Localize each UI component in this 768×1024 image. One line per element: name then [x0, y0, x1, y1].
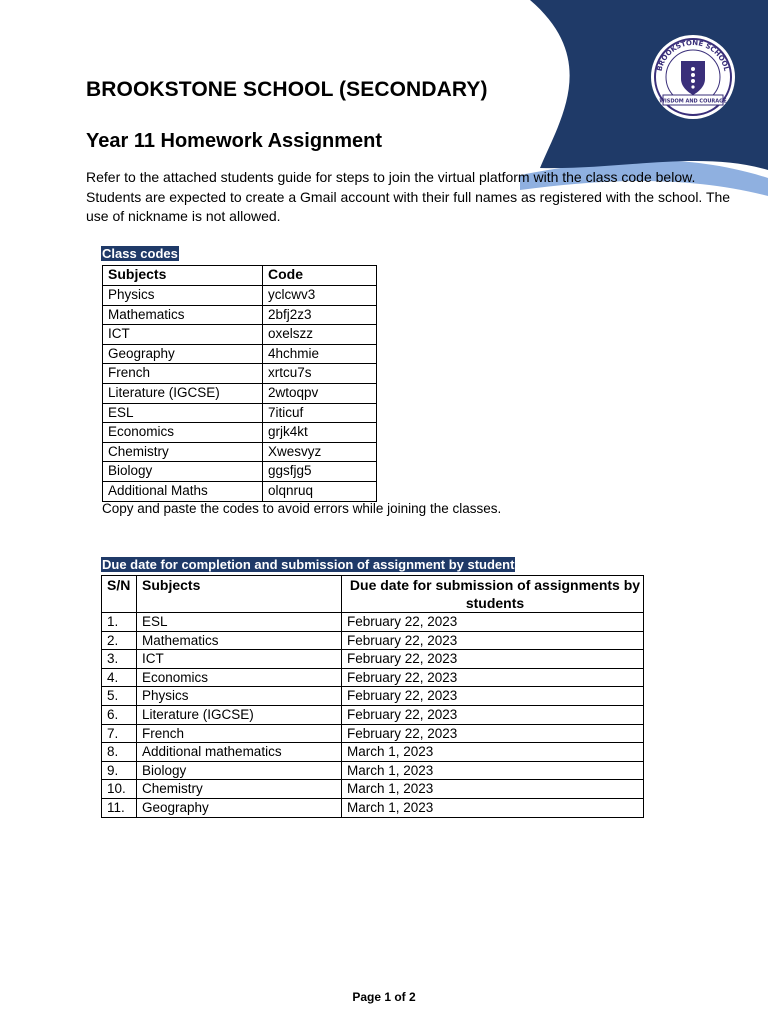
- table-cell: Physics: [103, 286, 263, 306]
- table-cell: February 22, 2023: [342, 650, 644, 669]
- table-header-row: [102, 576, 644, 613]
- table-row: [103, 325, 377, 345]
- column-header: Code: [263, 266, 377, 286]
- table-cell: Biology: [137, 761, 342, 780]
- table-row: [102, 613, 644, 632]
- table-row: [102, 705, 644, 724]
- table-row: [102, 650, 644, 669]
- column-header: Subjects: [137, 576, 342, 613]
- table-row: [103, 305, 377, 325]
- table-row: [103, 403, 377, 423]
- table-cell: 5.: [102, 687, 137, 706]
- table-cell: 4hchmie: [263, 344, 377, 364]
- table-cell: olqnruq: [263, 481, 377, 501]
- table-cell: xrtcu7s: [263, 364, 377, 384]
- table-row: [102, 798, 644, 817]
- due-dates-label: Due date for completion and submission of assignment by student: [102, 557, 515, 572]
- column-header: S/N: [102, 576, 137, 613]
- table-cell: March 1, 2023: [342, 761, 644, 780]
- table-cell: Xwesvyz: [263, 442, 377, 462]
- table-cell: 11.: [102, 798, 137, 817]
- table-row: [103, 344, 377, 364]
- school-title: BROOKSTONE SCHOOL (SECONDARY): [86, 78, 488, 101]
- table-cell: ggsfjg5: [263, 462, 377, 482]
- class-codes-table: [102, 265, 377, 502]
- table-row: [103, 383, 377, 403]
- table-cell: Chemistry: [137, 780, 342, 799]
- table-row: [102, 724, 644, 743]
- table-cell: Chemistry: [103, 442, 263, 462]
- table-cell: 2wtoqpv: [263, 383, 377, 403]
- due-dates-table: [101, 575, 644, 818]
- table-cell: ICT: [103, 325, 263, 345]
- table-cell: French: [137, 724, 342, 743]
- table-cell: February 22, 2023: [342, 724, 644, 743]
- table-cell: 2.: [102, 631, 137, 650]
- page-number: Page 1 of 2: [352, 990, 416, 1004]
- table-cell: 6.: [102, 705, 137, 724]
- table-row: [103, 462, 377, 482]
- table-cell: 10.: [102, 780, 137, 799]
- table-cell: March 1, 2023: [342, 780, 644, 799]
- table-cell: 3.: [102, 650, 137, 669]
- table-cell: ESL: [137, 613, 342, 632]
- table-cell: March 1, 2023: [342, 743, 644, 762]
- table-cell: 4.: [102, 668, 137, 687]
- table-row: [103, 442, 377, 462]
- table-cell: February 22, 2023: [342, 687, 644, 706]
- logo-ring-text: BROOKSTONE SCHOOL: [655, 38, 731, 73]
- table-cell: February 22, 2023: [342, 613, 644, 632]
- table-row: [103, 364, 377, 384]
- column-header: Subjects: [103, 266, 263, 286]
- table-cell: February 22, 2023: [342, 668, 644, 687]
- table-cell: February 22, 2023: [342, 631, 644, 650]
- table-row: [102, 761, 644, 780]
- table-cell: Economics: [137, 668, 342, 687]
- table-cell: March 1, 2023: [342, 798, 644, 817]
- table-cell: 7iticuf: [263, 403, 377, 423]
- table-cell: Mathematics: [103, 305, 263, 325]
- table-cell: Additional mathematics: [137, 743, 342, 762]
- table-cell: 8.: [102, 743, 137, 762]
- page-title: Year 11 Homework Assignment: [86, 130, 383, 152]
- copy-note: Copy and paste the codes to avoid errors while joining the classes.: [102, 501, 502, 516]
- table-row: [102, 668, 644, 687]
- logo-motto: WISDOM AND COURAGE: [659, 98, 727, 105]
- table-row: [102, 687, 644, 706]
- table-cell: Geography: [137, 798, 342, 817]
- table-cell: Geography: [103, 344, 263, 364]
- table-cell: 1.: [102, 613, 137, 632]
- table-row: [102, 631, 644, 650]
- table-cell: ESL: [103, 403, 263, 423]
- table-cell: Literature (IGCSE): [103, 383, 263, 403]
- table-cell: Physics: [137, 687, 342, 706]
- intro-paragraph: Refer to the attached students guide for steps to join the virtual platform with the class code below. Students are expected to create a Gmail account with their full names as registered with the school. The use of nickname is not allowed.: [86, 169, 731, 224]
- table-row: [102, 743, 644, 762]
- table-cell: Biology: [103, 462, 263, 482]
- table-row: [102, 780, 644, 799]
- school-logo: [651, 35, 735, 119]
- table-row: [103, 481, 377, 501]
- table-cell: oxelszz: [263, 325, 377, 345]
- table-row: [103, 423, 377, 443]
- table-cell: French: [103, 364, 263, 384]
- table-cell: Additional Maths: [103, 481, 263, 501]
- table-cell: Mathematics: [137, 631, 342, 650]
- table-cell: Literature (IGCSE): [137, 705, 342, 724]
- table-cell: 7.: [102, 724, 137, 743]
- table-cell: February 22, 2023: [342, 705, 644, 724]
- table-cell: grjk4kt: [263, 423, 377, 443]
- table-header-row: [103, 266, 377, 286]
- table-cell: 9.: [102, 761, 137, 780]
- table-cell: yclcwv3: [263, 286, 377, 306]
- table-cell: ICT: [137, 650, 342, 669]
- table-row: [103, 286, 377, 306]
- class-codes-label: Class codes: [102, 246, 178, 261]
- table-cell: Economics: [103, 423, 263, 443]
- table-cell: 2bfj2z3: [263, 305, 377, 325]
- column-header: Due date for submission of assignments by students: [342, 576, 644, 613]
